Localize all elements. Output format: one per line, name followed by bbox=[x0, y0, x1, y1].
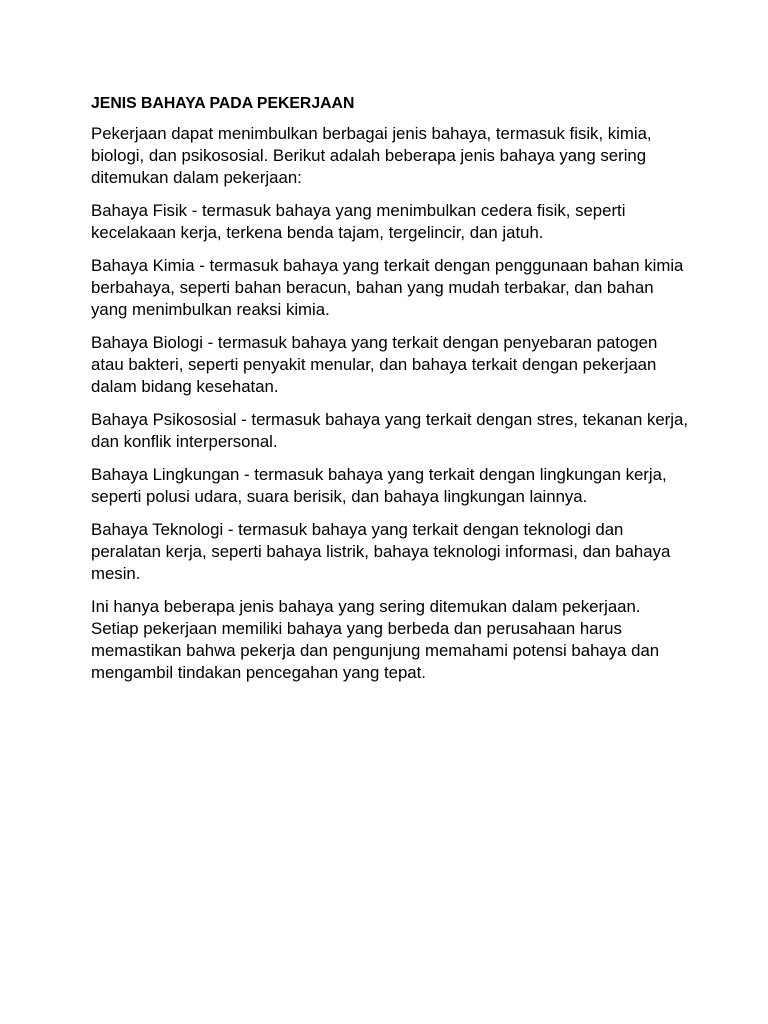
paragraph-bahaya-lingkungan: Bahaya Lingkungan - termasuk bahaya yang terkait dengan lingkungan kerja, seperti polusi udara, suara berisik, dan bahaya lingkungan lainnya. bbox=[91, 465, 667, 506]
document-body bbox=[91, 94, 691, 695]
paragraph-conclusion: Ini hanya beberapa jenis bahaya yang sering ditemukan dalam pekerjaan. Setiap pekerjaan memiliki bahaya yang berbeda dan perusahaan harus memastikan bahwa pekerja dan pengunjung memahami potensi bahaya dan mengambil tindakan pencegahan yang tepat. bbox=[91, 597, 660, 682]
paragraph-bahaya-psikososial: Bahaya Psikososial - termasuk bahaya yang terkait dengan stres, tekanan kerja, dan konflik interpersonal. bbox=[91, 410, 688, 451]
paragraph-intro: Pekerjaan dapat menimbulkan berbagai jenis bahaya, termasuk fisik, kimia, biologi, dan psikososial. Berikut adalah beberapa jenis bahaya yang sering ditemukan dalam pekerjaan: bbox=[91, 124, 652, 187]
paragraph-bahaya-kimia: Bahaya Kimia - termasuk bahaya yang terkait dengan penggunaan bahan kimia berbahaya, seperti bahan beracun, bahan yang mudah terbakar, dan bahan yang menimbulkan reaksi kimia. bbox=[91, 256, 684, 319]
paragraph-bahaya-biologi: Bahaya Biologi - termasuk bahaya yang terkait dengan penyebaran patogen atau bakteri, seperti penyakit menular, dan bahaya terkait dengan pekerjaan dalam bidang kesehatan. bbox=[91, 333, 658, 396]
paragraph-bahaya-fisik: Bahaya Fisik - termasuk bahaya yang menimbulkan cedera fisik, seperti kecelakaan kerja, terkena benda tajam, tergelincir, dan jatuh. bbox=[91, 201, 626, 242]
paragraph-bahaya-teknologi: Bahaya Teknologi - termasuk bahaya yang terkait dengan teknologi dan peralatan kerja, seperti bahaya listrik, bahaya teknologi informasi, dan bahaya mesin. bbox=[91, 520, 671, 583]
document-title: JENIS BAHAYA PADA PEKERJAAN bbox=[91, 95, 355, 112]
